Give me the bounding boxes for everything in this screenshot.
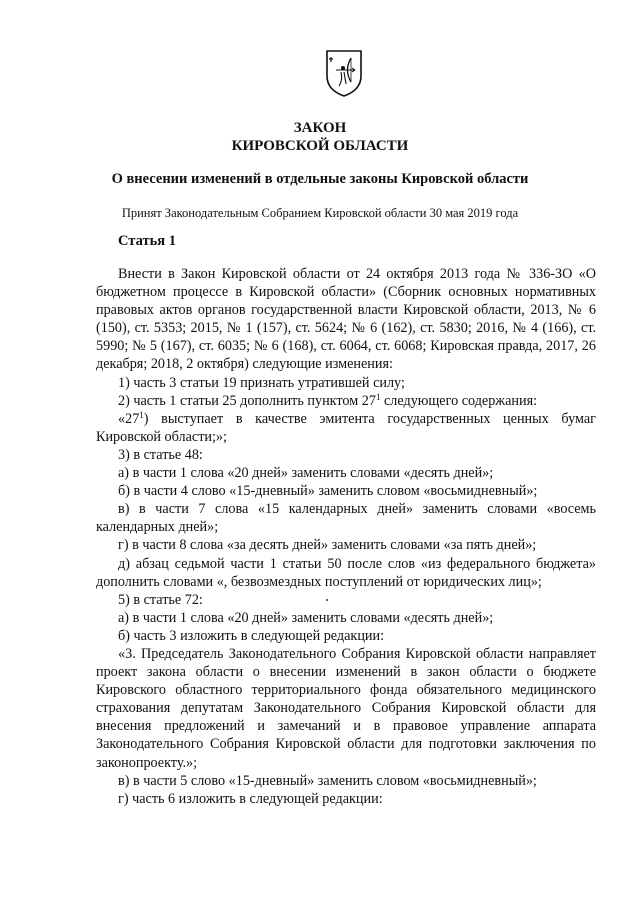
paragraph-text: 3) в статье 48: [118,446,203,463]
paragraph-text: 2) часть 1 статьи 25 дополнить пунктом 27 [118,392,376,409]
paragraph-text: Внести в Закон Кировской области от 24 октября 2013 года № 336-ЗО «О бюджетном процессе в Кировской области» (Сборник основных нормативных правовых актов органов государственной власти Кировской области, 2013, № 6 (150), ст. 5353; 2015, № 1 (157), ст. 5624; № 6 (162), ст. 5830; 2016, № 4 (166), ст. 5990; № 5 (167), ст. 6035; № 6 (168), ст. 6064, ст. 6068; Кировская правда, 2017, 26 декабря; 2018, 2 октября) следующие изменения: [96,266,596,373]
article-paragraph [96,536,596,554]
article-body [96,265,596,808]
article-paragraph [96,645,596,772]
article-paragraph [96,410,596,446]
paragraph-text: д) абзац седьмой части 1 статьи 50 после слов «из федерального бюджета» дополнить словами «, безвозмездных поступлений от юридических лиц»; [96,555,596,590]
paragraph-text: «3. Председатель Законодательного Собрания Кировской области направляет проект закона области о внесении изменений в закон области о бюджете Кировского областного территориального фонда обязательного медицинского страхования депутатам Законодательного Собрания Кировской области для внесения предложений и замечаний и в правовое управление аппарата Законодательного Собрания Кировской области для подготовки заключения по законопроекту.»; [96,645,596,771]
paragraph-text: б) часть 3 изложить в следующей редакции: [118,627,385,644]
article-paragraph [96,374,596,392]
article-paragraph [96,446,596,464]
article-paragraph [96,790,596,808]
law-region: КИРОВСКОЙ ОБЛАСТИ [231,138,409,154]
paragraph-text: б) в части 4 слово «15-дневный» заменить словом «восьмидневный»; [118,483,538,500]
article-paragraph [96,392,596,410]
article-paragraph [96,609,596,627]
article-paragraph [96,555,596,591]
paragraph-text: г) в части 8 слова «за десять дней» заменить словами «за пять дней»; [118,537,537,554]
article-paragraph [96,627,596,645]
paragraph-text: а) в части 1 слова «20 дней» заменить словами «десять дней»; [118,609,494,626]
article-paragraph [96,265,596,374]
article-title: Статья 1 [118,233,176,249]
article-paragraph [96,772,596,790]
law-title: ЗАКОН [293,120,347,136]
paragraph-text: 1) часть 3 статьи 19 признать утратившей силу; [118,374,405,391]
article-paragraph [96,500,596,536]
paragraph-text: «27 [118,410,140,427]
scan-speck [326,599,328,601]
paragraph-text: в) в части 5 слово «15-дневный» заменить словом «восьмидневный»; [118,772,537,789]
adoption-note: Принят Законодательным Собранием Кировской области 30 мая 2019 года [121,206,519,220]
paragraph-text: г) часть 6 изложить в следующей редакции: [118,790,383,807]
paragraph-text: а) в части 1 слова «20 дней» заменить словами «десять дней»; [118,465,494,482]
article-paragraph [96,591,596,609]
superscript: 1 [139,409,144,420]
paragraph-text: 5) в статье 72: [118,591,203,608]
paragraph-text-cont: следующего содержания: [380,392,538,409]
paragraph-text-cont: ) выступает в качестве эмитента государственных ценных бумаг Кировской области;»; [96,410,596,445]
article-paragraph [96,464,596,482]
article-paragraph [96,482,596,500]
kirov-coat-of-arms-icon [324,48,364,98]
law-subject: О внесении изменений в отдельные законы Кировской области [111,171,529,187]
superscript: 1 [375,391,381,402]
paragraph-text: в) в части 7 слова «15 календарных дней» заменить словами «восемь календарных дней»; [96,501,596,536]
